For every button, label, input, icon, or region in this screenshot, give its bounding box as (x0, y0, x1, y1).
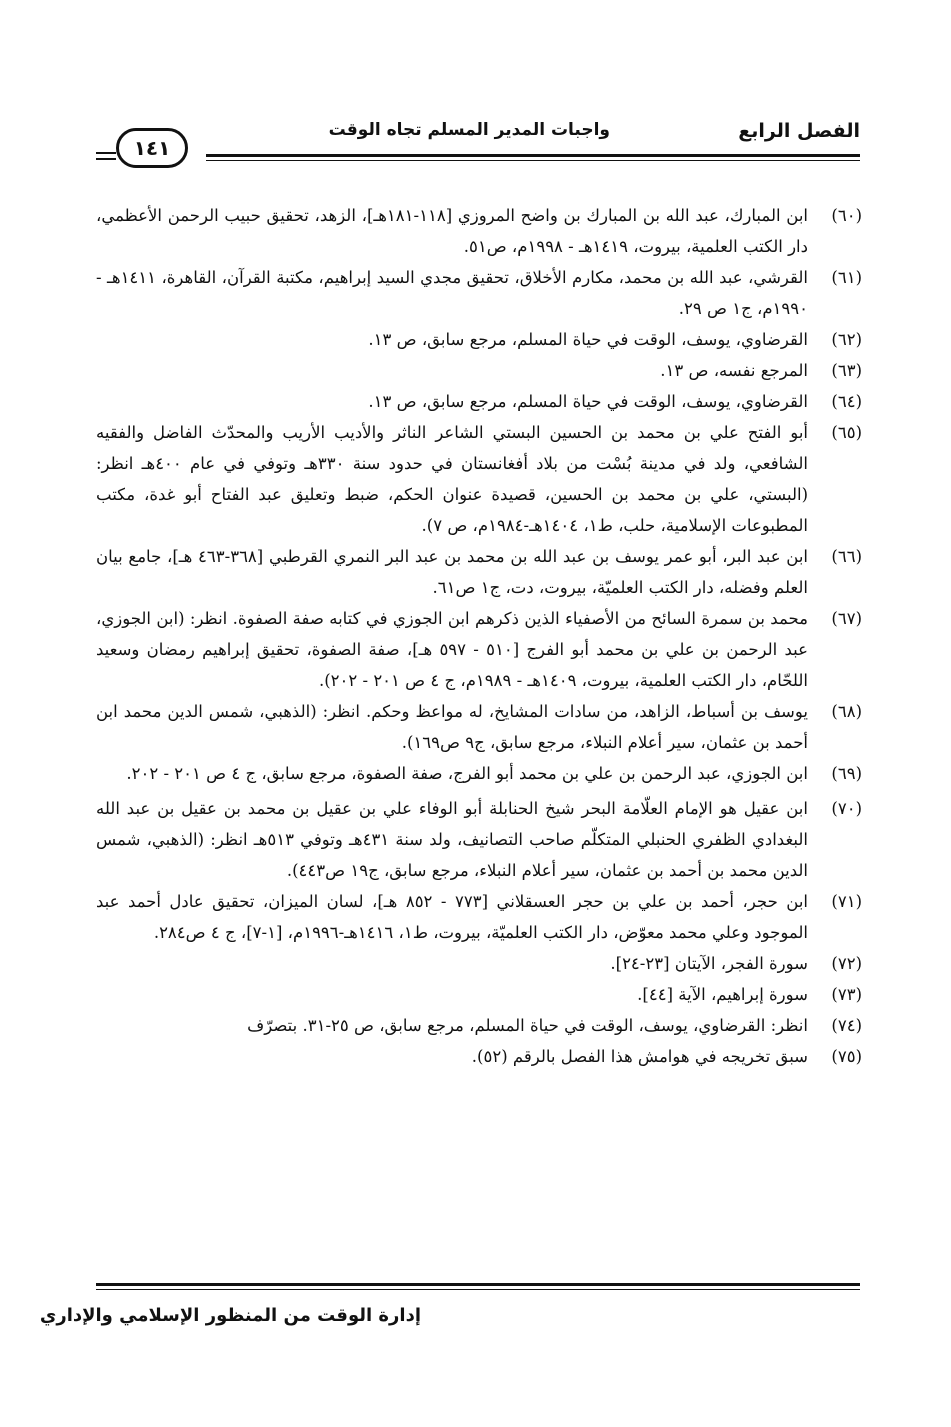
footnote (96, 886, 862, 948)
footnote-text: ابن عقيل هو الإمام العلّامة البحر شيخ الحنابلة أبو الوفاء علي بن عقيل بن محمد بن عقيل بن عبد الله البغدادي الظفري الحنبلي المتكلّم صاحب التصانيف، ولد سنة ٤٣١هـ وتوفي ٥١٣هـ انظر: (الذهبي، شمس الدين محمد بن أحمد بن عثمان، سير أعلام النبلاء، مرجع سابق، ج١٩ ص٤٤٣). (96, 799, 809, 880)
footnote (96, 200, 862, 262)
footnote (96, 417, 862, 541)
footnote (96, 793, 862, 886)
footnote-number: (٧٣) (831, 985, 862, 1004)
book-title: إدارة الوقت من المنظور الإسلامي والإداري (39, 1305, 421, 1326)
footnote-number: (٧٤) (831, 1016, 862, 1035)
footnote-number: (٧١) (831, 892, 862, 911)
footnote-text: محمد بن سمرة السائح من الأصفياء الذين ذكرهم ابن الجوزي في كتابه صفة الصفوة. انظر: (ابن الجوزي، عبد الرحمن بن علي بن محمد أبو الفرج [٥١٠ - ٥٩٧ هـ]، صفة الصفوة، تحقيق إبراهيم رمضان وسعيد اللحّام، دار الكتب العلمية، بيروت، ١٤٠٩هـ - ١٩٨٩م، ج ٤ ص ٢٠١ - ٢٠٢). (96, 609, 808, 690)
footnote-number: (٦١) (831, 268, 862, 287)
footnote (96, 355, 862, 386)
footnote (96, 979, 862, 1010)
footnote (96, 758, 862, 789)
footnote-text: ابن حجر، أحمد بن علي بن حجر العسقلاني [٧٧٣ - ٨٥٢ هـ]، لسان الميزان، تحقيق عادل أحمد عبد الموجود وعلي محمد معوّض، دار الكتب العلميّة، بيروت، ط١، ١٤١٦هـ-١٩٩٦م، [١-٧]، ج ٤ ص٢٨٤. (96, 892, 808, 942)
footnote-number: (٧٢) (831, 954, 862, 973)
footnote-number: (٦٤) (831, 392, 862, 411)
page-number-badge: ١٤١ (116, 128, 188, 168)
badge-ornament-line (96, 158, 116, 160)
footnote (96, 603, 862, 696)
footnote (96, 541, 862, 603)
footnote-text: سورة الفجر، الآيتان [٢٣-٢٤]. (610, 954, 808, 973)
chapter-title: الفصل الرابع (738, 120, 860, 142)
badge-ornament-line (96, 152, 116, 154)
footnote-text: أبو الفتح علي بن محمد بن الحسين البستي الشاعر الناثر والأديب الأريب والمحدّث الفاضل والفقيه الشافعي، ولد في مدينة بُسْت من بلاد أفغانستان في حدود سنة ٣٣٠هـ وتوفي في عام ٤٠٠هـ انظر: (البستي، علي بن محمد بن الحسين، قصيدة عنوان الحكم، ضبط وتعليق عبد الفتاح أبو غدة، مكتب المطبوعات الإسلامية، حلب، ط١، ١٤٠٤هـ-١٩٨٤م، ص ٧). (96, 423, 809, 535)
footer-rule-thin (96, 1289, 860, 1290)
footnote-number: (٦٦) (831, 547, 862, 566)
footnote-number: (٦٣) (831, 361, 862, 380)
footnote (96, 386, 862, 417)
footnote-number: (٧٠) (831, 799, 862, 818)
footnote (96, 324, 862, 355)
footnote-number: (٦٩) (831, 764, 862, 783)
footnotes-list (96, 200, 862, 1072)
footnote-number: (٦٠) (831, 206, 862, 225)
footnote (96, 696, 862, 758)
footnote (96, 262, 862, 324)
header-rule (206, 154, 860, 157)
footnote-text: سبق تخريجه في هوامش هذا الفصل بالرقم (٥٢). (471, 1047, 808, 1066)
footnote (96, 1010, 862, 1041)
footnote-text: ابن المبارك، عبد الله بن المبارك بن واضح المروزي [١١٨-١٨١هـ]، الزهد، تحقيق حبيب الرحمن الأعظمي، دار الكتب العلمية، بيروت، ١٤١٩هـ - ١٩٩٨م، ص٥١. (96, 206, 808, 256)
footnote-number: (٦٢) (831, 330, 862, 349)
footnote-text: القرشي، عبد الله بن محمد، مكارم الأخلاق، تحقيق مجدي السيد إبراهيم، مكتبة القرآن، القاهرة، ١٤١١هـ - ١٩٩٠م، ج١ ص ٢٩. (96, 268, 808, 318)
footnote-text: ابن الجوزي، عبد الرحمن بن علي بن محمد أبو الفرج، صفة الصفوة، مرجع سابق، ج ٤ ص ٢٠١ - ٢٠٢. (126, 764, 808, 783)
footnote (96, 1041, 862, 1072)
footnote-text: القرضاوي، يوسف، الوقت في حياة المسلم، مرجع سابق، ص ١٣. (368, 392, 808, 411)
page-header (96, 112, 860, 182)
section-title: واجبات المدير المسلم تجاه الوقت (328, 120, 610, 140)
header-rule-thin (206, 160, 860, 161)
footnote-text: ابن عبد البر، أبو عمر يوسف بن عبد الله بن محمد بن عبد البر النمري القرطبي [٣٦٨-٤٦٣ هـ]، جامع بيان العلم وفضله، دار الكتب العلميّة، بيروت، دت، ج١ ص٦١. (96, 547, 808, 597)
footer-rule (96, 1283, 860, 1286)
footnote-text: انظر: القرضاوي، يوسف، الوقت في حياة المسلم، مرجع سابق، ص ٢٥-٣١. بتصرّف (247, 1016, 808, 1035)
footnote-number: (٧٥) (831, 1047, 862, 1066)
footnote-text: سورة إبراهيم، الآية [٤٤]. (637, 985, 808, 1004)
footnote-number: (٦٥) (831, 423, 862, 442)
footnote-text: المرجع نفسه، ص ١٣. (660, 361, 808, 380)
footnote-text: يوسف بن أسباط، الزاهد، من سادات المشايخ، له مواعظ وحكم. انظر: (الذهبي، شمس الدين محمد ابن أحمد بن عثمان، سير أعلام النبلاء، مرجع سابق، ج٩ ص١٦٩). (96, 702, 808, 752)
footnote-text: القرضاوي، يوسف، الوقت في حياة المسلم، مرجع سابق، ص ١٣. (368, 330, 808, 349)
footnote (96, 948, 862, 979)
footnote-number: (٦٨) (831, 702, 862, 721)
footnote-number: (٦٧) (831, 609, 862, 628)
